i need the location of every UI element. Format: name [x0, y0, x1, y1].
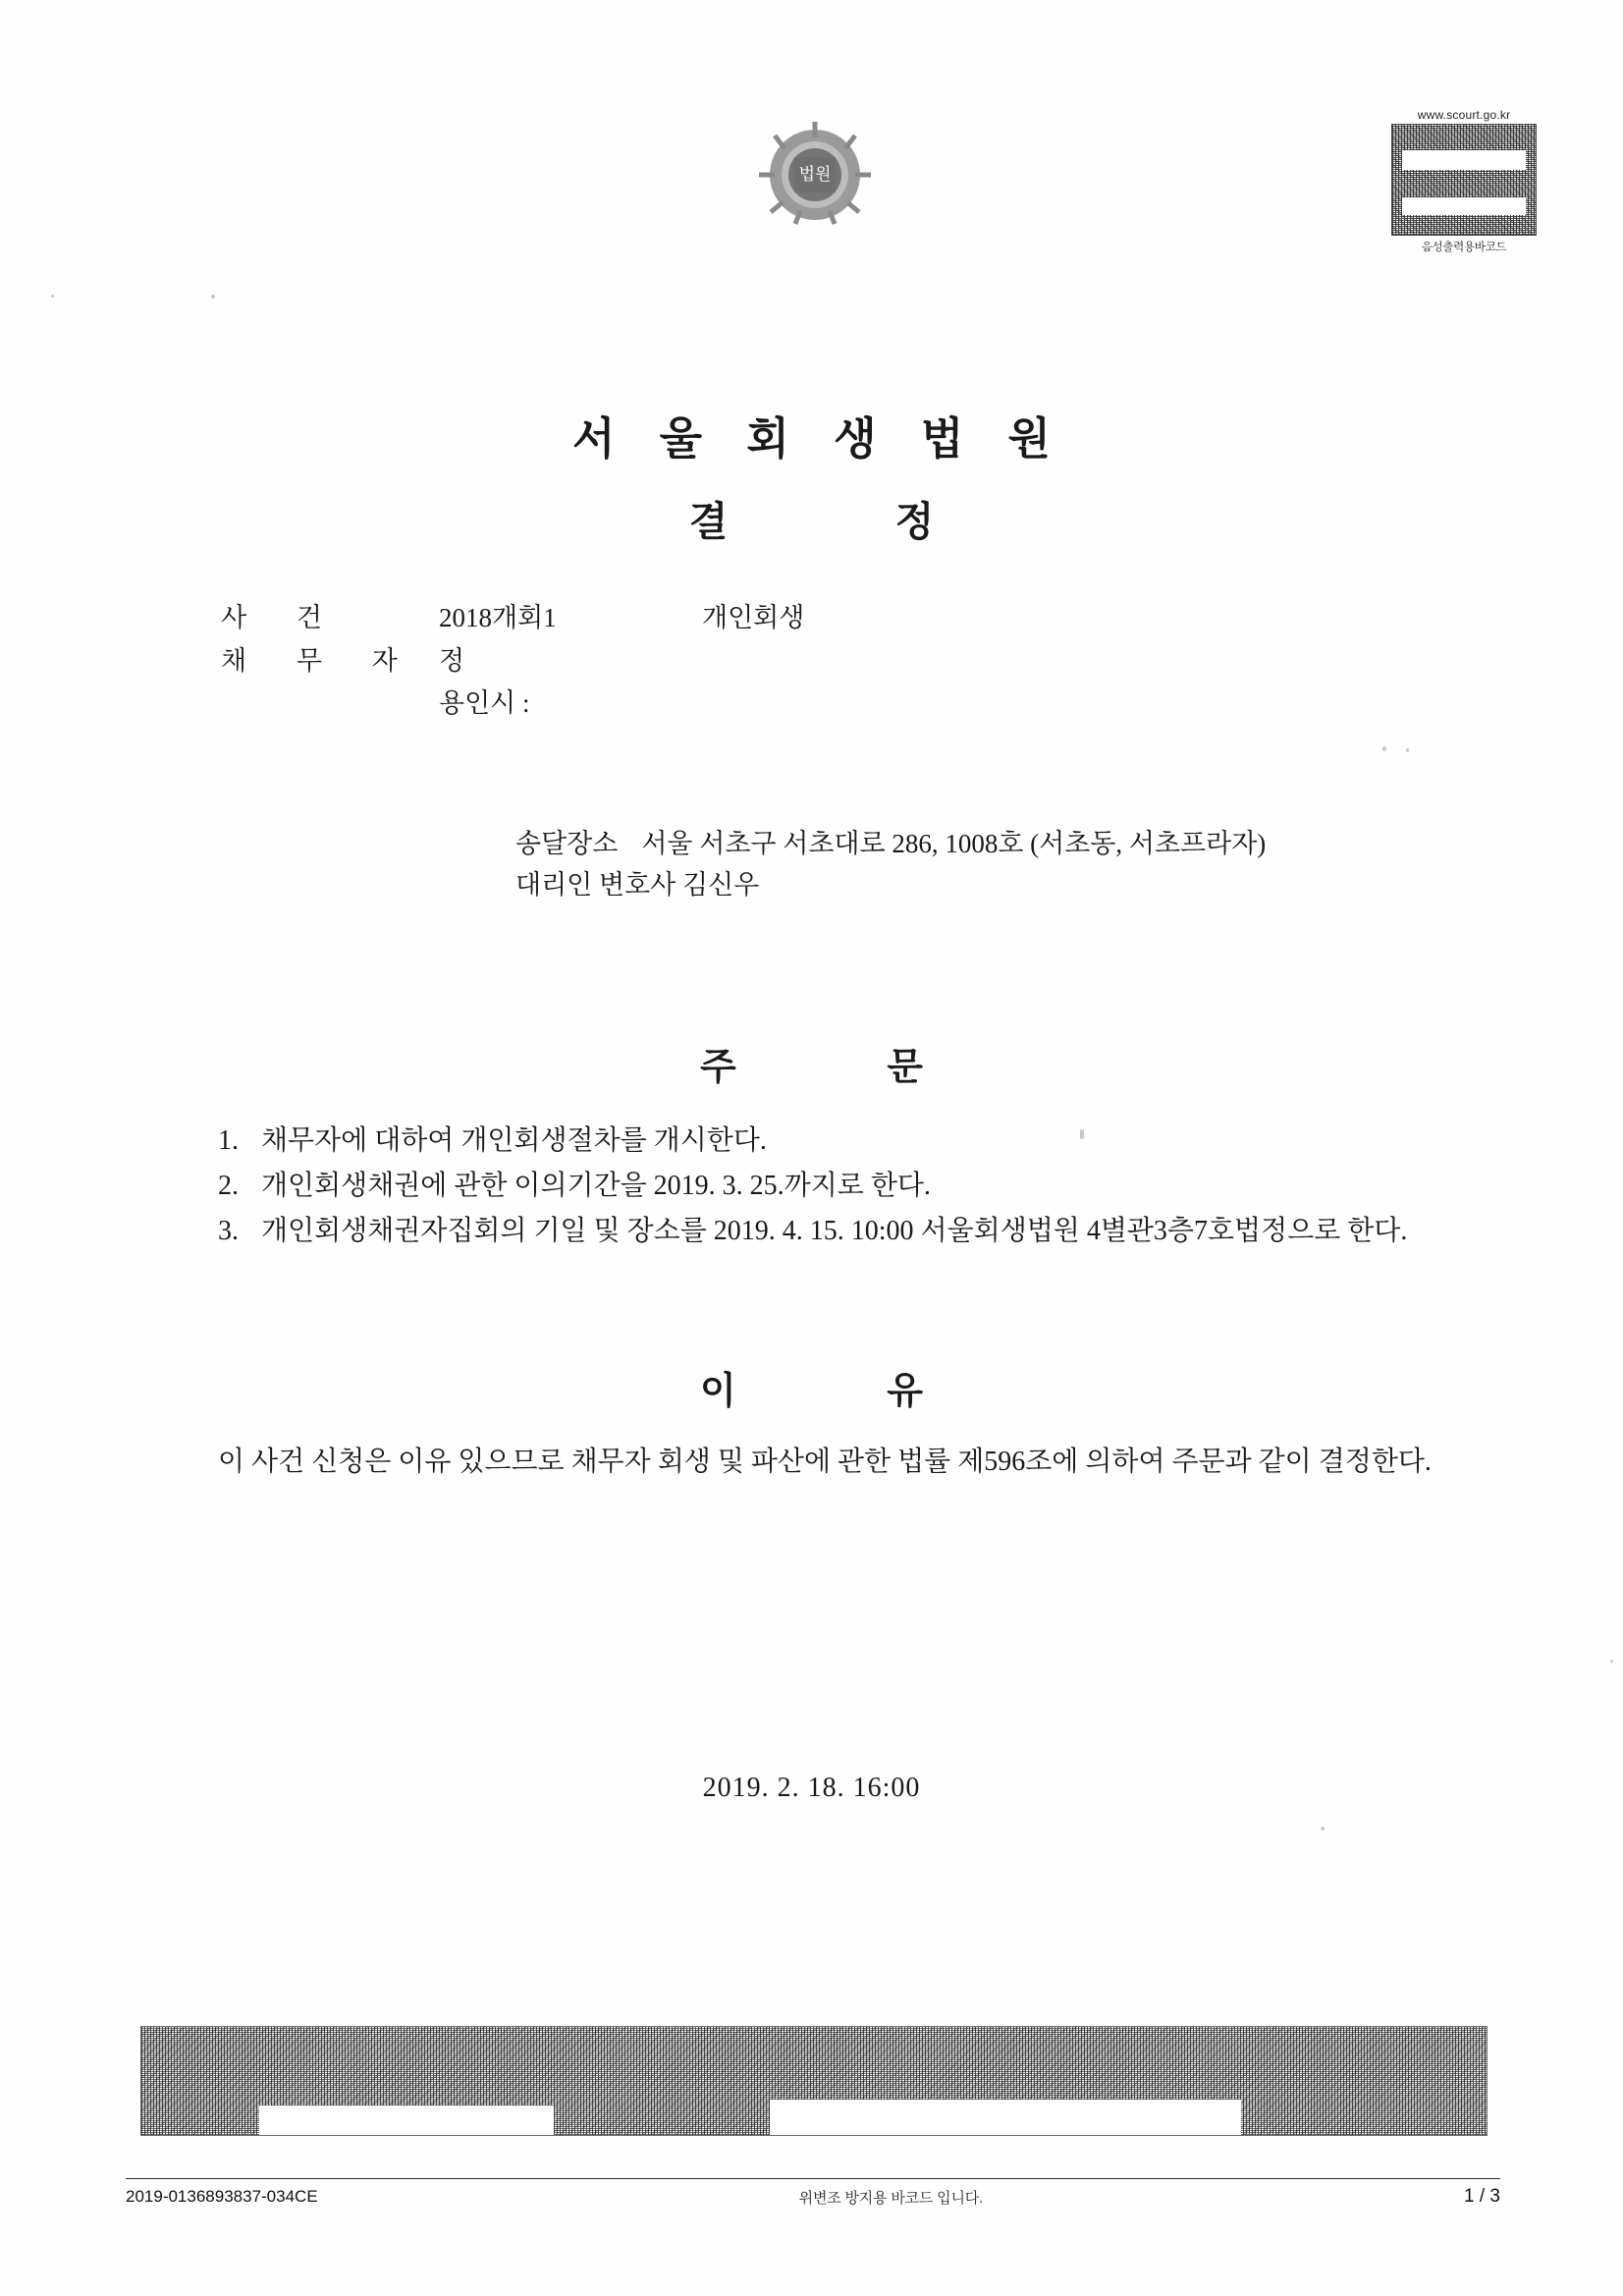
court-emblem-icon: [751, 118, 879, 236]
debtor-name: 정: [439, 645, 465, 676]
page-number: 1 / 3: [1464, 2186, 1500, 2207]
order-item-text: 채무자에 대하여 개인회생절차를 개시한다.: [261, 1125, 767, 1156]
barcode-caption: 음성출력용바코드: [1421, 242, 1507, 253]
svg-text:법원: 법원: [798, 165, 832, 184]
order-item-number: 2.: [218, 1171, 239, 1202]
case-label: 사 건: [221, 603, 344, 632]
service-address: 서울 서초구 서초대로 286, 1008호 (서초동, 서초프라자): [641, 829, 1267, 858]
footer-divider: [126, 2178, 1500, 2179]
page-footer: [126, 2186, 1500, 2208]
document-id: 2019-0136893837-034CE: [126, 2187, 318, 2206]
barcode-image: [1391, 124, 1537, 236]
order-item: [218, 1210, 1435, 1253]
decision-datetime: 2019. 2. 18. 16:00: [702, 1773, 921, 1803]
order-item: [218, 1120, 1435, 1163]
debtor-address: 용인시 :: [439, 688, 530, 719]
reason-paragraph: 이 사건 신청은 이유 있으므로 채무자 회생 및 파산에 관한 법률 제596조에 의하여 주문과 같이 결정한다.: [218, 1447, 1432, 1477]
barcode-url-text: www.scourt.go.kr: [1417, 108, 1511, 122]
voice-barcode: [1391, 108, 1537, 265]
order-item-text: 개인회생채권에 관한 이의기간을 2019. 3. 25.까지로 한다.: [261, 1171, 931, 1202]
order-list: [218, 1120, 1435, 1256]
barcode-note: 위변조 방지용 바코드 입니다.: [798, 2189, 984, 2207]
document-kind-title: 결 정: [688, 499, 1013, 544]
order-section-title: 주 문: [700, 1047, 994, 1088]
order-item-number: 1.: [218, 1125, 239, 1156]
agent-line: 대리인 변호사 김신우: [515, 870, 760, 901]
order-item-number: 3.: [218, 1216, 239, 1247]
service-label: 송달장소: [515, 829, 619, 858]
order-item-text: 개인회생채권자집회의 기일 및 장소를 2019. 4. 15. 10:00 서울회생법원 4별관3층7호법정으로 한다.: [261, 1216, 1408, 1247]
service-address-line: [515, 823, 1429, 864]
order-item: [218, 1165, 1435, 1208]
anti-forgery-barcode: [140, 2026, 1488, 2136]
case-row: [221, 597, 1429, 640]
case-fields: [221, 597, 1429, 726]
debtor-row: [221, 640, 1429, 683]
debtor-label: 채 무 자: [221, 645, 419, 676]
case-number: 2018개회1: [439, 603, 557, 632]
case-type: 개인회생: [702, 603, 805, 632]
court-name-title: 서 울 회 생 법 원: [571, 414, 1068, 464]
service-address-block: [515, 823, 1429, 905]
reason-section-title: 이 유: [700, 1371, 994, 1412]
case-value: [439, 597, 1429, 640]
